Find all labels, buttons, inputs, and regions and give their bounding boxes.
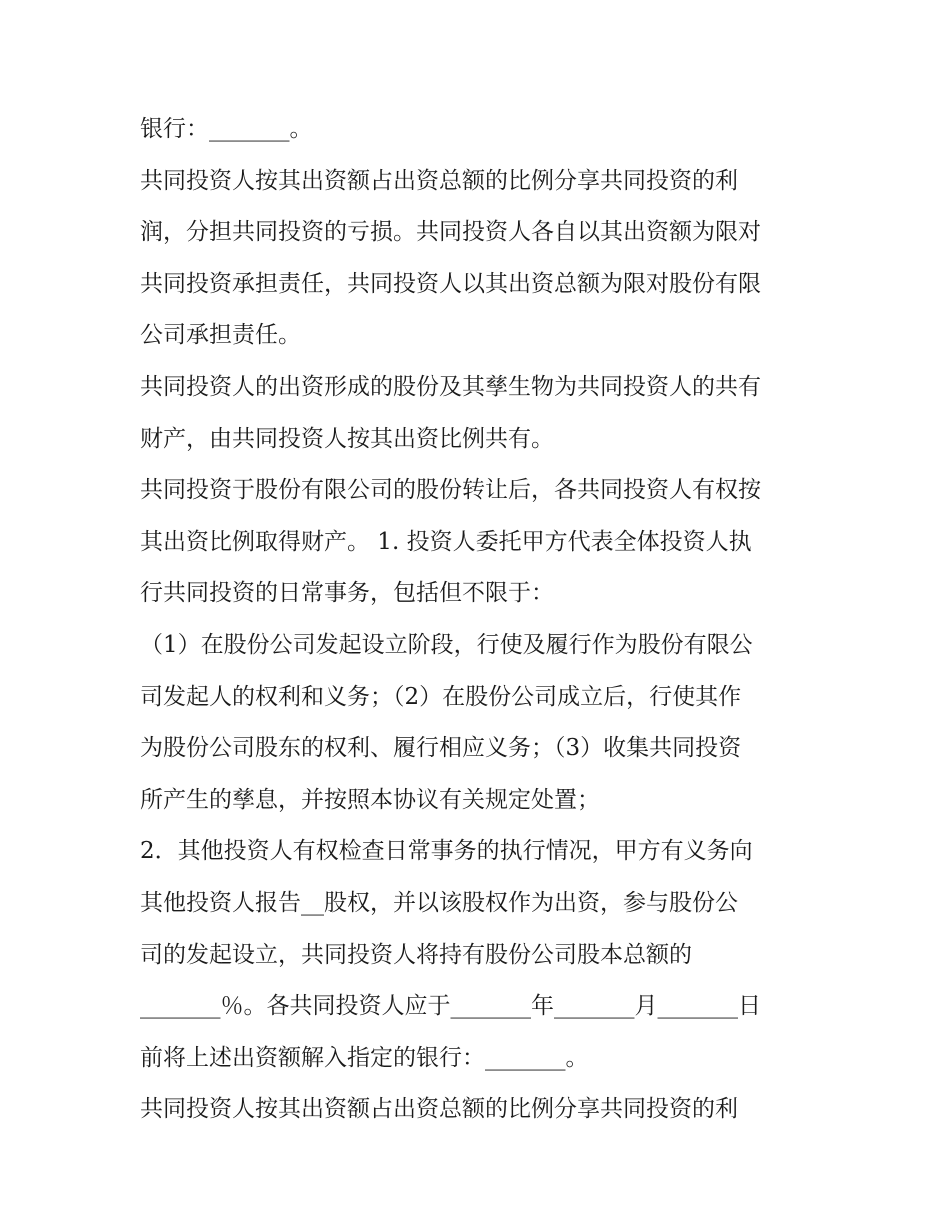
text-line: 前将上述出资额解入指定的银行：_______。: [140, 1044, 589, 1071]
text-line: _______％。各共同投资人应于_______年_______月_______日: [140, 993, 761, 1020]
text-line: 公司承担责任。: [140, 322, 301, 349]
text-line: （1）在股份公司发起设立阶段，行使及履行作为股份有限公: [140, 631, 753, 658]
text-line: 共同投资承担责任，共同投资人以其出资总额为限对股份有限: [140, 270, 761, 297]
document-body: [140, 104, 830, 1136]
text-line: 银行：_______。: [140, 116, 313, 142]
text-line: 共同投资人按其出资额占出资总额的比例分享共同投资的利: [140, 167, 738, 194]
text-line: 2．其他投资人有权检查日常事务的执行情况，甲方有义务向: [140, 838, 753, 865]
text-line: 为股份公司股东的权利、履行相应义务；（3）收集共同投资: [140, 735, 742, 762]
text-line: 润，分担共同投资的亏损。共同投资人各自以其出资额为限对: [140, 219, 761, 246]
text-line: 财产，由共同投资人按其出资比例共有。: [140, 425, 554, 452]
text-line: 共同投资人按其出资额占出资总额的比例分享共同投资的利: [140, 1096, 738, 1123]
text-line: 所产生的孳息，并按照本协议有关规定处置；: [140, 786, 600, 813]
text-line: 行共同投资的日常事务，包括但不限于：: [140, 580, 554, 607]
text-line: 其出资比例取得财产。 1. 投资人委托甲方代表全体投资人执: [140, 528, 752, 555]
text-line: 共同投资人的出资形成的股份及其孳生物为共同投资人的共有: [140, 373, 761, 400]
text-line: 司发起人的权利和义务；（2）在股份公司成立后，行使其作: [140, 683, 742, 710]
text-line: 司的发起设立，共同投资人将持有股份公司股本总额的: [140, 941, 692, 968]
text-line: 其他投资人报告__股权，并以该股权作为出资，参与股份公: [140, 889, 738, 916]
text-line: 共同投资于股份有限公司的股份转让后，各共同投资人有权按: [140, 477, 761, 504]
